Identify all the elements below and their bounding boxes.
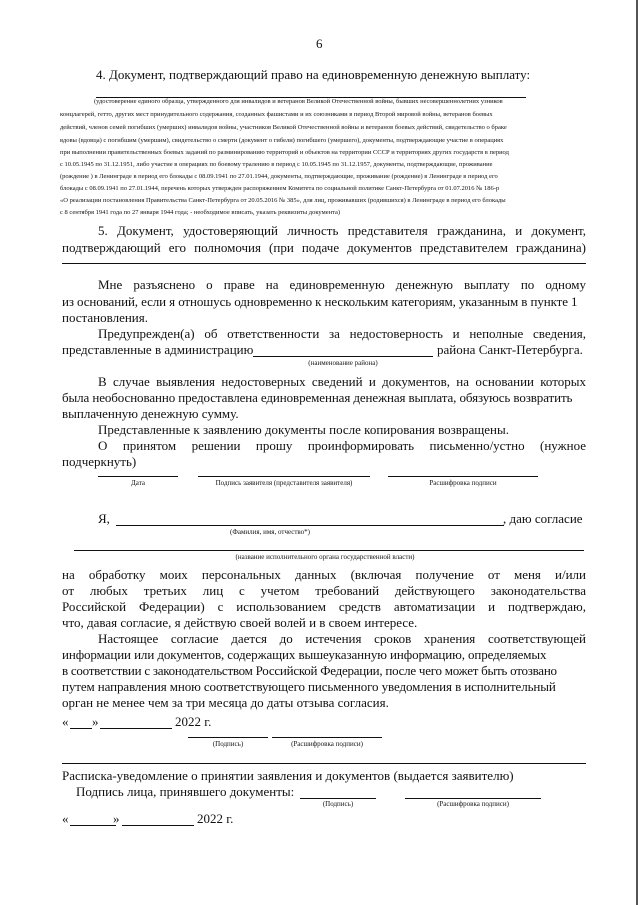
returned-text: Представленные к заявлению документы после копирования возвращены. xyxy=(98,422,509,437)
note-line: концлагерей, гетто, других мест принудительного содержания, созданных фашистами и их союзниками в период Второй мировой войны, ветеранов боевых xyxy=(60,111,493,118)
note-line: вдовы (вдовца) с погибшим (умершим), свидетельство о смерти (документ о гибели) погибшего (умершего), документы, подтверждающие участие в операциях xyxy=(60,137,504,144)
note-line: «О реализации постановления Правительства Санкт-Петербурга от 20.05.2016 № 385», для лиц, проживавших (родившихся) в Ленинграде в период его блокады xyxy=(60,197,506,204)
fio-caption: (Фамилия, имя, отчество*) xyxy=(229,528,311,536)
consent-p2-line2: информации или документов, содержащих вышеуказанную информацию, определяемых xyxy=(62,647,547,662)
refund-line3: выплаченную денежную сумму. xyxy=(62,406,239,421)
page-number: 6 xyxy=(316,36,323,51)
applicant-signature-field[interactable] xyxy=(198,476,370,477)
applicant-signature-caption: Подпись заявителя (представителя заявителя) xyxy=(215,479,353,487)
item5-line2: подтверждающий его полномочия (при подаче документов представителем гражданина) xyxy=(62,240,586,255)
note-line: (удостоверение единого образца, утвержденного для инвалидов и ветеранов Великой Отечественной войны, бывших несовершеннолетних узников xyxy=(94,98,503,105)
signature-transcript-field[interactable] xyxy=(388,476,538,477)
inform-line2: подчеркнуть) xyxy=(62,454,137,469)
note-line: с 10.05.1945 по 31.12.1951, либо участие в операциях по боевому тралению в период с 10.05.1945 по 31.12.1957, документы, подтверждающие, проживание xyxy=(60,161,493,168)
consent-line2: от любых третьих лиц с учетом требований действующего законодательства xyxy=(62,583,586,598)
date1-close-quote: » xyxy=(92,714,99,729)
org-caption: (название исполнительного органа государственной власти) xyxy=(235,553,415,561)
consent-transcript-caption: (Расшифровка подписи) xyxy=(291,740,363,748)
section-divider xyxy=(62,763,586,764)
signature-transcript-caption: Расшифровка подписи xyxy=(429,479,497,487)
warned-line1: Предупрежден(а) об ответственности за недостоверность и неполные сведения, xyxy=(98,326,586,341)
receipt-signature-caption: (Подпись) xyxy=(322,800,354,808)
explained-line2: из оснований, если я отношусь одновременно к нескольким категориям, указанным в пункте 1 xyxy=(62,294,578,309)
consent-signature-field[interactable] xyxy=(188,737,268,738)
consent-p2-line4: путем направления мною соответствующего письменного уведомления в исполнительный xyxy=(62,679,556,694)
note-line: (рождение ) в Ленинграде в период его блокады с 08.09.1941 по 27.01.1944, документы, подтверждающие, проживание (рождение) в Ленинграде в период его xyxy=(60,173,498,180)
date1-day-field[interactable] xyxy=(70,728,92,729)
date2-close-quote: » xyxy=(113,811,120,826)
note-line: при выполнении правительственных боевых заданий по разминированию территорий и объектов на территории СССР и территориях других государств в период xyxy=(60,149,509,156)
item4-title: 4. Документ, подтверждающий право на единовременную денежную выплату: xyxy=(96,67,531,82)
consent-line1: на обработку моих персональных данных (включая получение от меня и/или xyxy=(62,567,586,582)
date2-month-field[interactable] xyxy=(122,825,194,826)
district-caption: (наименование района) xyxy=(308,359,378,367)
receipt-transcript-caption: (Расшифровка подписи) xyxy=(437,800,509,808)
consent-transcript-field[interactable] xyxy=(272,737,382,738)
receipt-title: Расписка-уведомление о принятии заявления и документов (выдается заявителю) xyxy=(62,768,514,783)
warned-line2-start: представленные в администрацию xyxy=(62,342,254,357)
receipt-transcript-field[interactable] xyxy=(405,798,541,799)
consent-p2-line1: Настоящее согласие дается до истечения сроков хранения соответствующей xyxy=(98,631,586,646)
scan-edge xyxy=(636,0,638,905)
refund-line2: была необоснованно предоставлена единовременная денежная выплата, обязуюсь возвратить xyxy=(62,390,573,405)
consent-line3: Российской Федерации) с использованием средств автоматизации и подтверждаю, xyxy=(62,599,586,614)
consent-line4: что, давая согласие, я действую своей волей и в своем интересе. xyxy=(62,615,418,630)
note-line: с 8 сентября 1941 года по 27 января 1944 года; - необходимое вписать, указать реквизиты документа) xyxy=(60,209,341,216)
consent-p2-line5: орган не менее чем за три месяца до даты отзыва согласия. xyxy=(62,695,389,710)
explained-line1: Мне разъяснено о праве на единовременную денежную выплату по одному xyxy=(98,277,586,292)
date1-year: 2022 г. xyxy=(175,714,212,729)
fio-field[interactable] xyxy=(116,525,504,526)
consent-p2-line3: в соответствии с законодательством Российской Федерации, после чего может быть отозвано xyxy=(62,663,557,678)
item5-fill-line[interactable] xyxy=(62,263,586,264)
receipt-signer-label: Подпись лица, принявшего документы: xyxy=(76,784,295,799)
consent-signature-caption: (Подпись) xyxy=(212,740,244,748)
date1-month-field[interactable] xyxy=(100,728,172,729)
receipt-signature-field[interactable] xyxy=(300,798,376,799)
note-line: блокады с 08.09.1941 по 27.01.1944, перечень которых утвержден распоряжением Комитета по социальной политике Санкт-Петербурга от 01.07.2016 № 186-р xyxy=(60,185,500,192)
explained-line3: постановления. xyxy=(62,310,148,325)
date-caption: Дата xyxy=(131,479,145,487)
refund-line1: В случае выявления недостоверных сведений и документов, на основании которых xyxy=(98,374,586,389)
date2-open-quote: « xyxy=(62,811,69,826)
date2-day-field[interactable] xyxy=(70,825,116,826)
consent-prefix: Я, xyxy=(98,511,110,526)
date2-year: 2022 г. xyxy=(197,811,234,826)
inform-line1: О принятом решении прошу проинформировать письменно/устно (нужное xyxy=(98,438,586,453)
consent-suffix: , даю согласие xyxy=(503,511,583,526)
date-field[interactable] xyxy=(98,476,178,477)
item5-line1: 5. Документ, удостоверяющий личность представителя гражданина, и документ, xyxy=(98,223,586,238)
note-line: действий, членов семей погибших (умерших) инвалидов войны, участников Великой Отечественной войны и ветеранов боевых действий, свидетельство о браке xyxy=(60,124,507,131)
district-field[interactable] xyxy=(253,356,433,357)
date1-open-quote: « xyxy=(62,714,69,729)
warned-line2-end: района Санкт-Петербурга. xyxy=(437,342,583,357)
org-field[interactable] xyxy=(74,550,584,551)
